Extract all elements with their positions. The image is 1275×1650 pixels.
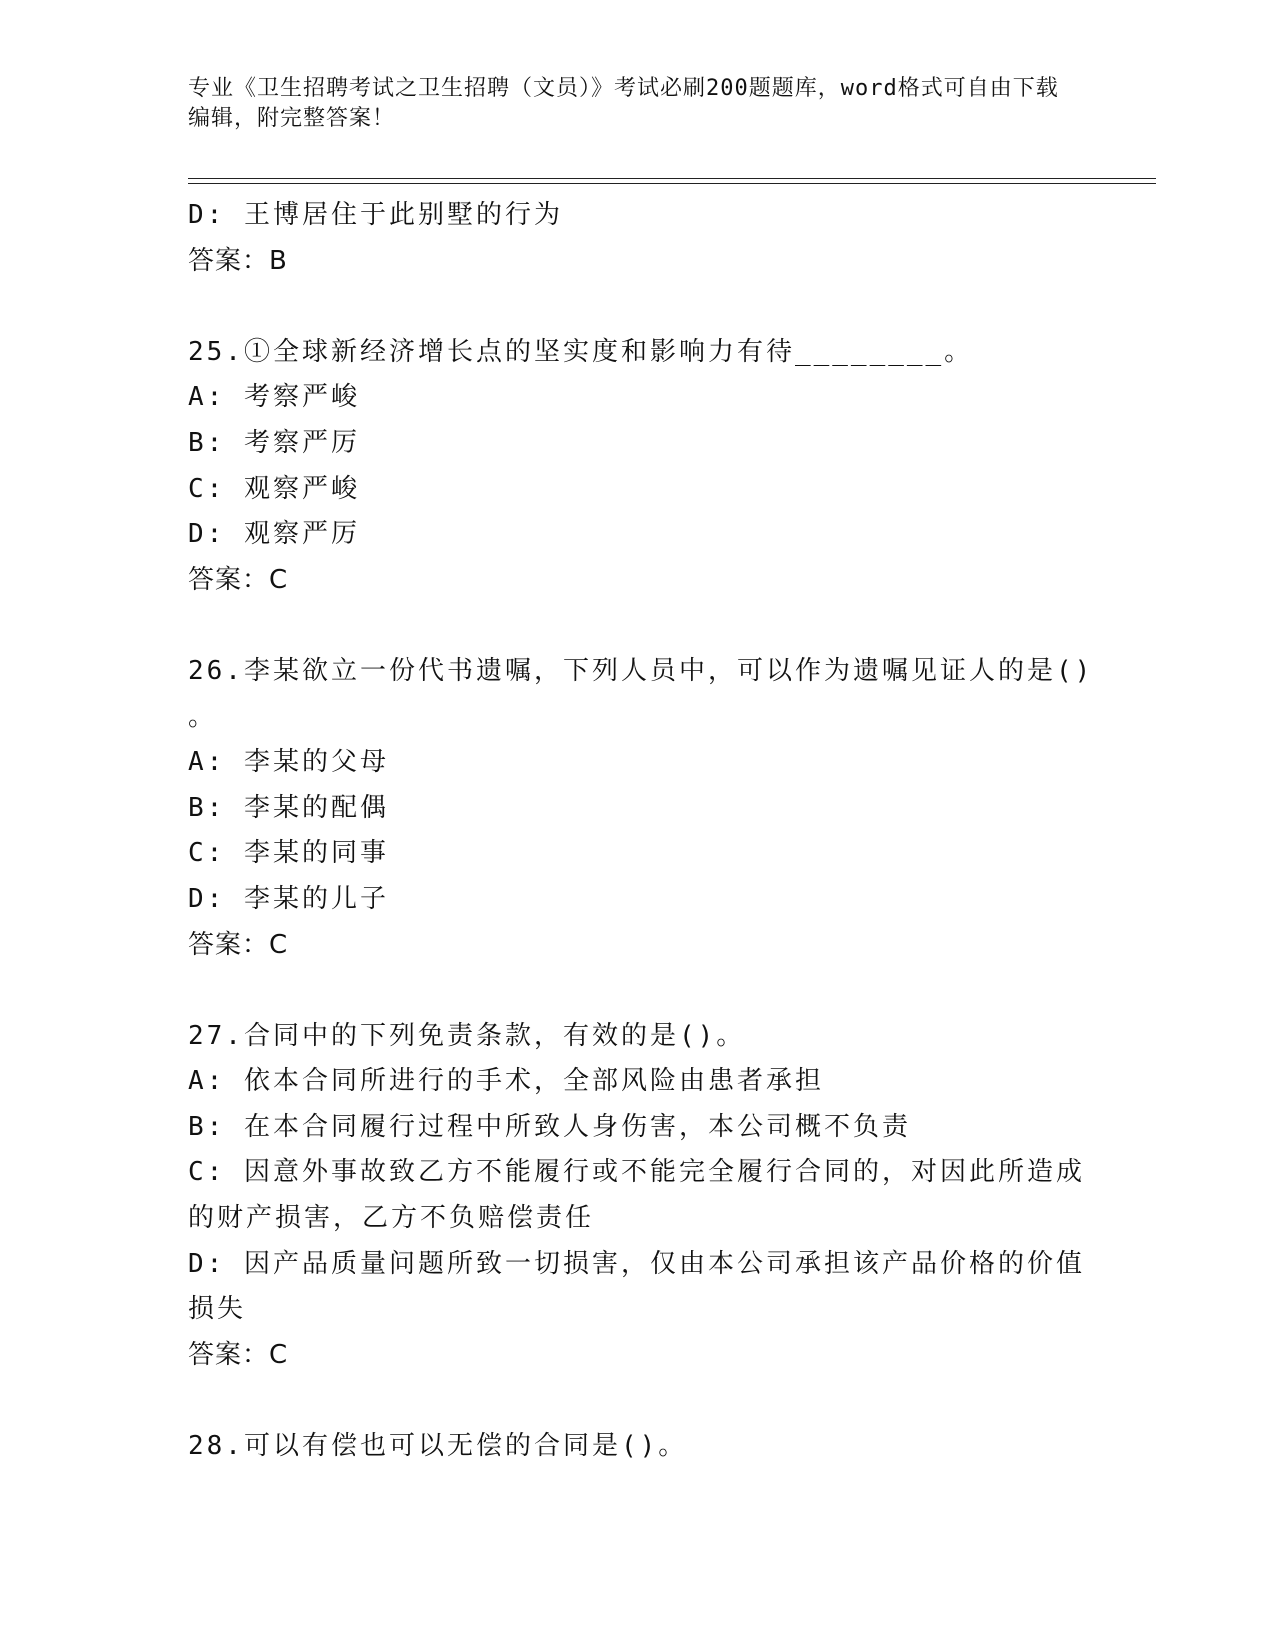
header-divider-top [188,178,1156,179]
prev-answer: 答案：B [188,245,288,276]
q27-option-b: B: 在本合同履行过程中所致人身伤害，本公司概不负责 [188,1111,911,1142]
q25-option-a: A: 考察严峻 [188,382,360,413]
spacer [188,603,1078,649]
spacer [188,968,1078,1014]
spacer [188,1378,1078,1424]
q25-option-b: B: 考察严厉 [188,427,360,458]
question-content [188,193,1094,1470]
q25-answer: 答案：C [188,564,289,595]
q27-answer: 答案：C [188,1339,289,1370]
q25-stem: 25.①全球新经济增长点的坚实度和影响力有待________。 [188,336,974,367]
q27-option-c-line1: C: 因意外事故致乙方不能履行或不能完全履行合同的，对因此所造成 [188,1157,1085,1188]
q26-answer: 答案：C [188,929,289,960]
prev-option-d: D: 王博居住于此别墅的行为 [188,200,563,230]
document-header: 专业《卫生招聘考试之卫生招聘（文员）》考试必刷200题题库，word格式可自由下载编辑，附完整答案！ [188,76,1059,131]
q27-option-d-line1: D: 因产品质量问题所致一切损害，仅由本公司承担该产品价格的价值 [188,1248,1085,1279]
header-divider-bottom [188,183,1156,184]
spacer [188,284,1078,330]
q27-option-c-line2: 的财产损害，乙方不负赔偿责任 [188,1203,595,1234]
q26-option-d: D: 李某的儿子 [188,883,389,914]
q27-option-a: A: 依本合同所进行的手术，全部风险由患者承担 [188,1066,824,1097]
q26-option-b: B: 李某的配偶 [188,792,389,823]
q26-option-c: C: 李某的同事 [188,838,389,869]
q25-option-c: C: 观察严峻 [188,473,360,504]
q27-stem: 27.合同中的下列免责条款，有效的是()。 [188,1020,746,1051]
q26-option-a: A: 李某的父母 [188,747,389,778]
q25-option-d: D: 观察严厉 [188,519,360,550]
q27-option-d-line2: 损失 [188,1294,247,1325]
q26-stem-line2: 。 [188,701,218,732]
q28-stem: 28.可以有偿也可以无偿的合同是()。 [188,1431,688,1462]
q26-stem-line1: 26.李某欲立一份代书遗嘱，下列人员中，可以作为遗嘱见证人的是() [188,655,1094,686]
